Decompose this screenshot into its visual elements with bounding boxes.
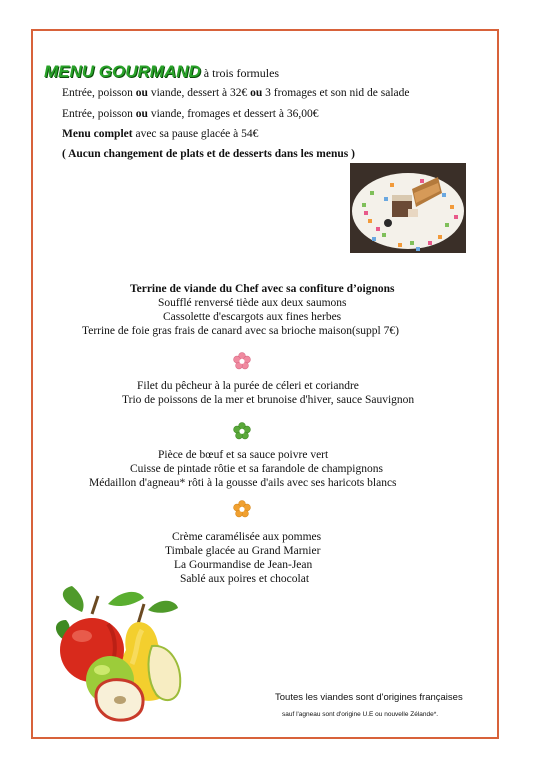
dessert-item-3: La Gourmandise de Jean-Jean <box>174 559 313 571</box>
flower-icon <box>233 422 251 440</box>
formula-1-ou-1: ou <box>135 87 148 99</box>
poisson-item-1: Filet du pêcheur à la purée de céleri et coriandre <box>137 380 359 392</box>
menu-header <box>44 62 279 82</box>
formula-1-ou-2: ou <box>250 87 263 99</box>
footer-origin-note: Toutes les viandes sont d'origines françaises <box>275 692 463 703</box>
formula-2-ou: ou <box>135 108 148 120</box>
footer-lamb-note: sauf l'agneau sont d'origine U.E ou nouvelle Zélande*. <box>282 711 439 718</box>
formula-line-3 <box>62 128 258 140</box>
formula-3-bold: Menu complet <box>62 128 133 140</box>
formula-1-text-a: Entrée, poisson <box>62 87 136 99</box>
formula-1-text-c: 3 fromages et son nid de salade <box>262 87 410 99</box>
dessert-item-1: Crème caramélisée aux pommes <box>172 531 322 543</box>
formula-3-rest: avec sa pause glacée à 54€ <box>132 128 259 140</box>
dessert-item-4: Sablé aux poires et chocolat <box>180 573 310 585</box>
plate-photo <box>350 163 466 253</box>
formula-2-text-a: Entrée, poisson <box>62 108 136 120</box>
menu-title: MENU GOURMAND <box>44 62 201 81</box>
flower-icon <box>233 352 251 370</box>
viande-item-2: Cuisse de pintade rôtie et sa farandole de champignons <box>130 463 383 475</box>
entree-item-4 <box>82 325 399 337</box>
menu-title-suffix: à trois formules <box>200 66 280 80</box>
flower-icon <box>233 500 251 518</box>
fruit-illustration <box>52 584 192 726</box>
entree-item-1: Terrine de viande du Chef avec sa confiture d’oignons <box>130 283 395 295</box>
viande-item-3: Médaillon d'agneau* rôti à la gousse d'ails avec ses haricots blancs <box>89 477 397 489</box>
formula-1-text-b: viande, dessert à 32€ <box>147 87 251 99</box>
entree-item-3: Cassolette d'escargots aux fines herbes <box>163 311 342 323</box>
dessert-item-2: Timbale glacée au Grand Marnier <box>165 545 321 557</box>
formula-note: ( Aucun changement de plats et de desserts dans les menus ) <box>62 148 355 160</box>
poisson-item-2: Trio de poissons de la mer et brunoise d'hiver, sauce Sauvignon <box>122 394 415 406</box>
entree-item-2: Soufflé renversé tiède aux deux saumons <box>158 297 347 309</box>
viande-item-1: Pièce de bœuf et sa sauce poivre vert <box>158 449 329 461</box>
formula-2-text-b: viande, fromages et dessert à 36,00€ <box>147 108 319 120</box>
formula-line-2 <box>62 108 318 120</box>
entree-item-4-text: Terrine de foie gras frais de canard avec sa brioche maison(suppl 7€) <box>82 325 399 337</box>
formula-line-1 <box>62 87 410 99</box>
